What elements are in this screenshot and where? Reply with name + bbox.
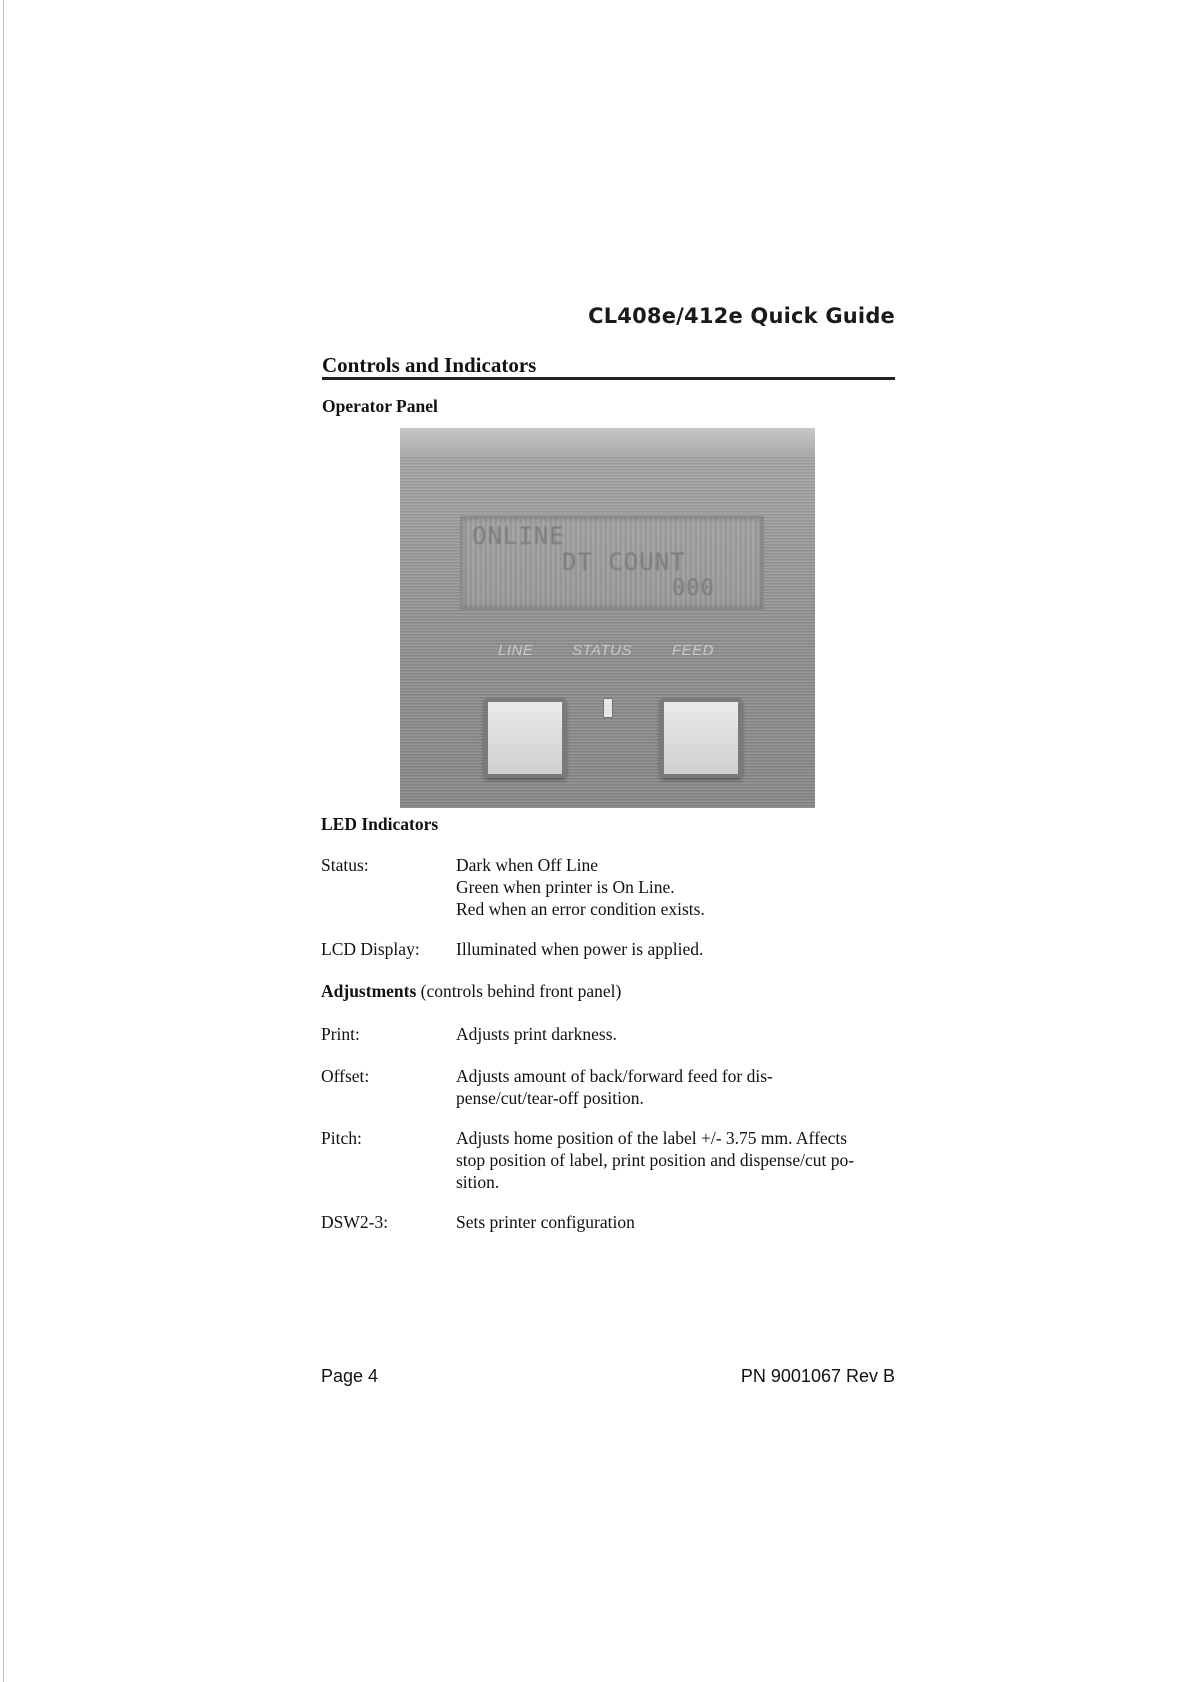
lcd-line-2: DT COUNT <box>562 548 686 576</box>
adjustments-heading <box>321 981 621 1002</box>
lcd-line-1: ONLINE <box>472 522 565 550</box>
pitch-line-1: Adjusts home position of the label +/- 3.75 mm. Affects <box>456 1128 848 1148</box>
led-indicators-heading: LED Indicators <box>321 814 439 834</box>
line-key <box>484 698 566 778</box>
operator-panel-heading: Operator Panel <box>322 396 438 416</box>
status-line-3: Red when an error condition exists. <box>456 899 705 919</box>
operator-panel-photo <box>400 428 815 808</box>
offset-line-2: pense/cut/tear-off position. <box>456 1088 644 1108</box>
part-number: PN 9001067 Rev B <box>740 1366 895 1386</box>
adjustments-heading-rest: (controls behind front panel) <box>416 981 622 1001</box>
dsw-term: DSW2-3: <box>321 1212 389 1232</box>
pitch-line-2: stop position of label, print position and dispense/cut po- <box>456 1150 855 1170</box>
adjustments-heading-bold: Adjustments <box>321 981 417 1001</box>
scan-edge-line <box>3 0 4 1682</box>
status-line-2: Green when printer is On Line. <box>456 877 675 897</box>
status-description <box>456 854 896 920</box>
feed-button-label: FEED <box>672 642 715 659</box>
section-title: Controls and Indicators <box>322 353 537 377</box>
line-button-label: LINE <box>498 642 534 659</box>
lcd-display <box>460 516 764 610</box>
section-rule <box>322 377 895 380</box>
dsw-line-1: Sets printer configuration <box>456 1212 635 1232</box>
guide-title: CL408e/412e Quick Guide <box>588 304 895 328</box>
offset-line-1: Adjusts amount of back/forward feed for dis- <box>456 1066 773 1086</box>
status-led-label: STATUS <box>572 642 632 659</box>
lcd-display-description: Illuminated when power is applied. <box>456 939 704 959</box>
pitch-term: Pitch: <box>321 1128 362 1148</box>
offset-description <box>456 1065 896 1109</box>
feed-key <box>660 698 742 778</box>
page-number: Page 4 <box>321 1366 379 1386</box>
status-term: Status: <box>321 855 369 875</box>
print-term: Print: <box>321 1024 360 1044</box>
status-led <box>603 698 613 718</box>
dsw-description <box>456 1211 896 1233</box>
lcd-line-3: 000 <box>672 576 715 601</box>
panel-top-band <box>400 428 815 456</box>
lcd-display-term: LCD Display: <box>321 939 420 959</box>
offset-term: Offset: <box>321 1066 370 1086</box>
print-line-1: Adjusts print darkness. <box>456 1024 617 1044</box>
pitch-line-3: sition. <box>456 1172 500 1192</box>
pitch-description <box>456 1127 896 1193</box>
status-line-1: Dark when Off Line <box>456 855 599 875</box>
print-description <box>456 1023 896 1045</box>
